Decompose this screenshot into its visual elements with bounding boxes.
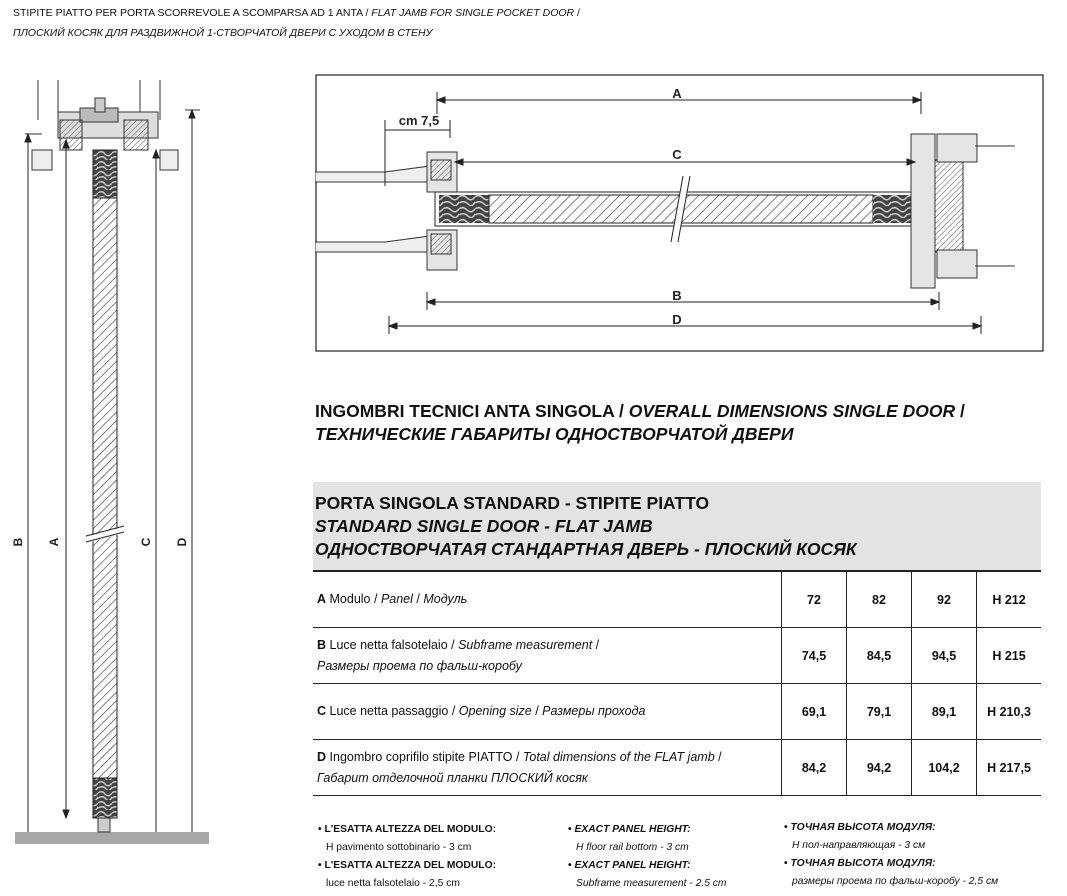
cell-value: 69,1 [782, 684, 847, 740]
dim-label-d: D [175, 537, 189, 547]
table-row [313, 740, 1041, 796]
plan-label-c: C [672, 147, 682, 162]
vertical-section-drawing [0, 70, 215, 850]
note-sub: Н пол-направляющая - 3 см [792, 840, 926, 851]
note-sub: H pavimento sottobinario - 3 cm [326, 842, 472, 853]
table-title-ru: ОДНОСТВОРЧАТАЯ СТАНДАРТНАЯ ДВЕРЬ - ПЛОСКИЙ КОСЯК [315, 539, 857, 559]
cell-value: 84,2 [782, 740, 847, 796]
note-title: L'ESATTA ALTEZZA DEL MODULO: [324, 824, 497, 835]
row-ru: Габарит отделочной планки ПЛОСКИЙ косяк [317, 770, 588, 785]
section-title-it: INGOMBRI TECNICI ANTA SINGOLA [315, 401, 615, 421]
cell-value: 104,2 [912, 740, 977, 796]
dim-label-a: A [47, 537, 61, 547]
note-sub: H floor rail bottom - 3 cm [576, 842, 689, 853]
row-key: D [317, 749, 327, 764]
table-title-it: PORTA SINGOLA STANDARD - STIPITE PIATTO [315, 493, 710, 513]
row-ru: Модуль [423, 592, 468, 606]
note-title: ТОЧНАЯ ВЫСОТА МОДУЛЯ: [790, 822, 936, 833]
cell-value: H 212 [977, 572, 1042, 628]
row-key: C [317, 704, 327, 718]
cell-value: 94,2 [847, 740, 912, 796]
dimensions-table [313, 572, 1041, 796]
note-title: ТОЧНАЯ ВЫСОТА МОДУЛЯ: [790, 858, 936, 869]
row-ru: Размеры проема по фальш-коробу [317, 658, 522, 673]
row-key: A [317, 592, 327, 606]
plan-label-b: B [672, 288, 682, 303]
plan-label-a: A [672, 86, 682, 101]
row-en: Total dimensions of the FLAT jamb [522, 749, 715, 764]
row-it: Modulo [329, 592, 371, 606]
cell-value: 84,5 [847, 628, 912, 684]
notes-it: • L'ESATTA ALTEZZA DEL MODULO: H pavimento sottobinario - 3 cm • L'ESATTA ALTEZZA DEL MODULO: luce netta falsotelaio - 2,5 cm [318, 821, 496, 893]
table-row [313, 572, 1041, 628]
dim-label-c: C [139, 537, 153, 547]
cell-value: 89,1 [912, 684, 977, 740]
section-title-en: OVERALL DIMENSIONS SINGLE DOOR [628, 401, 956, 421]
notes-ru: • ТОЧНАЯ ВЫСОТА МОДУЛЯ: Н пол-направляющая - 3 см • ТОЧНАЯ ВЫСОТА МОДУЛЯ: размеры проема по фальш-коробу - 2,5 см [784, 822, 999, 887]
table-row [313, 628, 1041, 684]
row-label: A Modulo / Panel / Модуль [313, 572, 782, 628]
plan-label-d: D [672, 312, 682, 327]
header-en: FLAT JAMB FOR SINGLE POCKET DOOR [371, 7, 575, 19]
row-en: Subframe measurement [458, 637, 593, 652]
doc-header-line1: STIPITE PIATTO PER PORTA SCORREVOLE A SCOMPARSA AD 1 ANTA / FLAT JAMB FOR SINGLE POCKET DOOR / [13, 7, 580, 19]
floor [15, 832, 209, 844]
cell-value: 72 [782, 572, 847, 628]
cell-value: H 210,3 [977, 684, 1042, 740]
row-label: D Ingombro coprifilo stipite PIATTO / Total dimensions of the FLAT jamb / Габарит отделочной планки ПЛОСКИЙ косяк [313, 740, 782, 796]
doc-header-line2 [13, 27, 432, 40]
table-heading [313, 482, 1041, 572]
note-title: EXACT PANEL HEIGHT: [574, 860, 691, 871]
section-title-ru: ТЕХНИЧЕСКИЕ ГАБАРИТЫ ОДНОСТВОРЧАТОЙ ДВЕРИ [315, 424, 794, 444]
cell-value: H 217,5 [977, 740, 1042, 796]
table-row [313, 684, 1041, 740]
notes-en: • EXACT PANEL HEIGHT: H floor rail bottom - 3 cm • EXACT PANEL HEIGHT: Subframe measurement - 2.5 cm [568, 824, 727, 889]
dim-label-b: B [11, 537, 25, 547]
cell-value: 92 [912, 572, 977, 628]
row-it: Luce netta passaggio [329, 704, 449, 718]
row-ru: Размеры прохода [542, 704, 646, 718]
row-label: C Luce netta passaggio / Opening size / Размеры прохода [313, 684, 782, 740]
row-it: Ingombro coprifilo stipite PIATTO [329, 749, 513, 764]
cell-value: H 215 [977, 628, 1042, 684]
row-label: B Luce netta falsotelaio / Subframe measurement / Размеры проема по фальш-коробу [313, 628, 782, 684]
note-sub: luce netta falsotelaio - 2,5 cm [326, 878, 460, 889]
row-en: Panel [380, 592, 413, 606]
cell-value: 74,5 [782, 628, 847, 684]
cell-value: 79,1 [847, 684, 912, 740]
row-key: B [317, 637, 327, 652]
note-title: L'ESATTA ALTEZZA DEL MODULO: [324, 860, 497, 871]
plan-label-cm: cm 7,5 [398, 113, 440, 128]
table-title-en: STANDARD SINGLE DOOR - FLAT JAMB [315, 516, 653, 536]
plan-section-drawing [315, 74, 1045, 354]
note-sub: Subframe measurement - 2.5 cm [576, 878, 727, 889]
cell-value: 82 [847, 572, 912, 628]
header-ru: ПЛОСКИЙ КОСЯК ДЛЯ РАЗДВИЖНОЙ 1-СТВОРЧАТОЙ ДВЕРИ С УХОДОМ В СТЕНУ [13, 27, 433, 39]
row-it: Luce netta falsotelaio [329, 637, 448, 652]
row-en: Opening size [458, 704, 532, 718]
section-title: INGOMBRI TECNICI ANTA SINGOLA / OVERALL DIMENSIONS SINGLE DOOR / ТЕХНИЧЕСКИЕ ГАБАРИТЫ ОДНОСТВОРЧАТОЙ ДВЕРИ [315, 401, 965, 444]
header-it: STIPITE PIATTO PER PORTA SCORREVOLE A SCOMPARSA AD 1 ANTA [13, 7, 363, 19]
note-sub: размеры проема по фальш-коробу - 2,5 см [792, 876, 999, 887]
cell-value: 94,5 [912, 628, 977, 684]
note-title: EXACT PANEL HEIGHT: [574, 824, 691, 835]
